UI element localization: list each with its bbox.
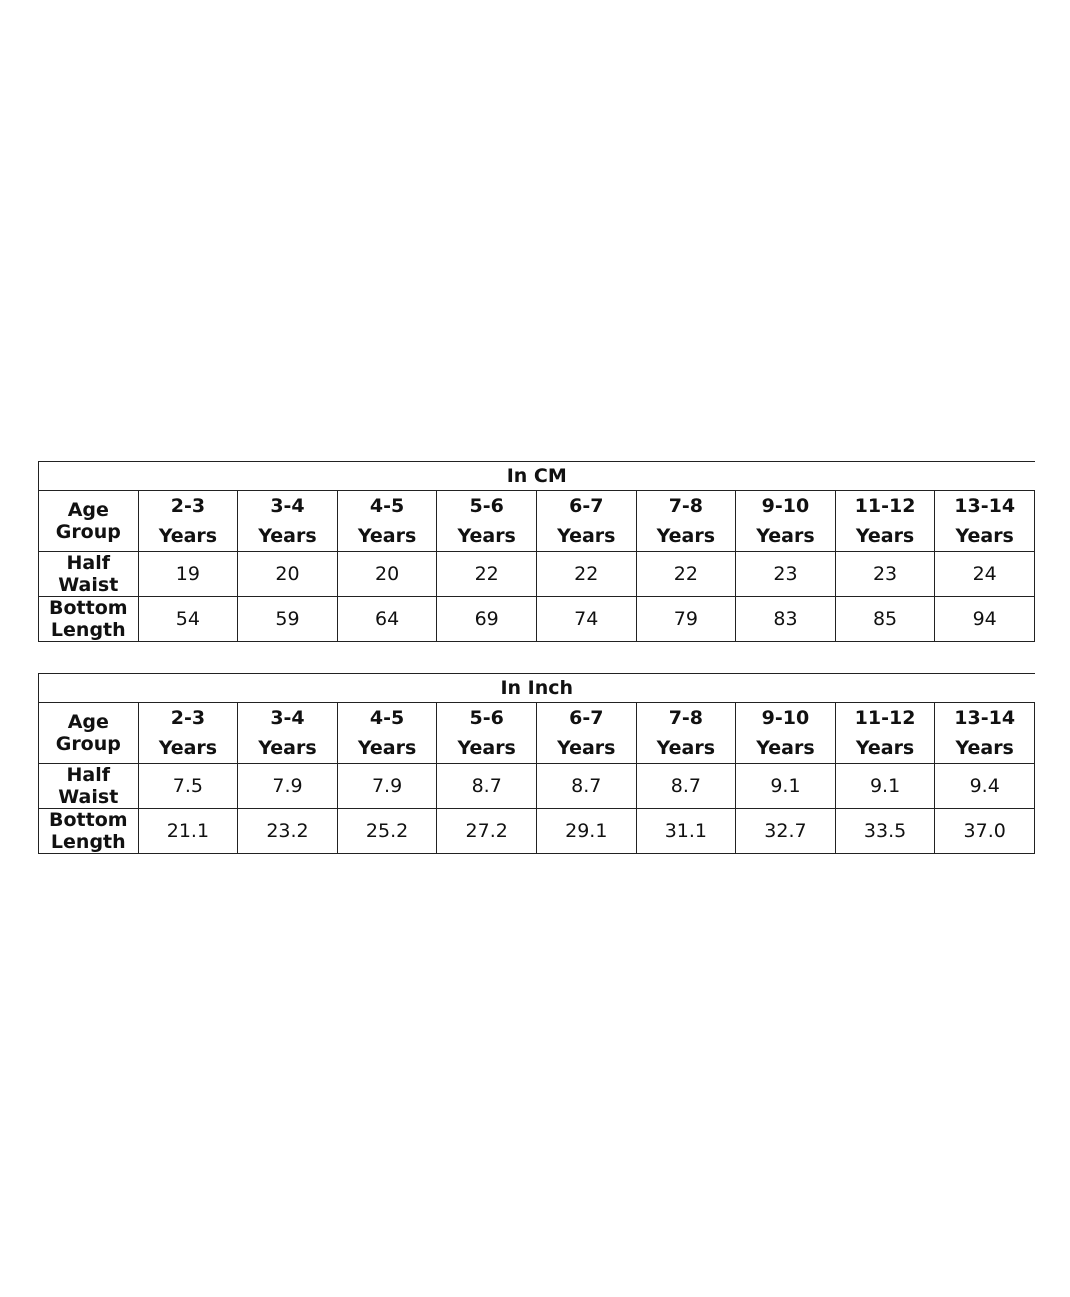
age-unit: Years	[158, 525, 218, 547]
value-cell: 21.1	[138, 809, 238, 854]
row-label: Half Waist	[39, 552, 139, 597]
value-cell: 9.1	[835, 764, 935, 809]
value-cell: 22	[536, 552, 636, 597]
value-cell: 83	[736, 597, 836, 642]
age-unit: Years	[855, 737, 915, 759]
age-header-row	[39, 703, 1035, 764]
age-range: 5-6	[469, 707, 504, 729]
age-range: 7-8	[668, 495, 704, 517]
age-unit: Years	[557, 737, 616, 759]
age-range: 2-3	[170, 707, 206, 729]
age-col-header	[138, 491, 238, 552]
age-unit: Years	[756, 737, 815, 759]
value-cell: 20	[337, 552, 437, 597]
age-range: 5-6	[469, 495, 504, 517]
age-col-header	[536, 491, 636, 552]
age-range: 6-7	[569, 495, 604, 517]
table-title-row	[39, 674, 1035, 703]
value-cell: 19	[138, 552, 238, 597]
age-range: 4-5	[369, 707, 405, 729]
table-title: In Inch	[39, 674, 1035, 703]
row-label: Half Waist	[39, 764, 139, 809]
value-cell: 85	[835, 597, 935, 642]
size-table-inch	[38, 673, 1035, 854]
age-col-header	[636, 491, 736, 552]
table-title-row	[39, 462, 1035, 491]
value-cell: 79	[636, 597, 736, 642]
value-cell: 7.5	[138, 764, 238, 809]
age-range: 6-7	[569, 707, 604, 729]
age-col-header	[238, 703, 338, 764]
age-range: 3-4	[270, 495, 305, 517]
value-cell: 8.7	[636, 764, 736, 809]
value-cell: 32.7	[736, 809, 836, 854]
value-cell: 54	[138, 597, 238, 642]
age-unit: Years	[955, 525, 1014, 547]
age-range: 11-12	[854, 707, 916, 729]
age-range: 11-12	[854, 495, 916, 517]
value-cell: 69	[437, 597, 537, 642]
row-label: Bottom Length	[39, 809, 139, 854]
age-unit: Years	[756, 525, 815, 547]
row-label: Bottom Length	[39, 597, 139, 642]
age-col-header	[835, 491, 935, 552]
value-cell: 33.5	[835, 809, 935, 854]
age-unit: Years	[258, 525, 317, 547]
age-col-header	[835, 703, 935, 764]
age-col-header	[337, 491, 437, 552]
age-range: 4-5	[369, 495, 405, 517]
size-table-cm	[38, 461, 1035, 642]
value-cell: 31.1	[636, 809, 736, 854]
table-row-half-waist	[39, 764, 1035, 809]
age-range: 3-4	[270, 707, 305, 729]
age-unit: Years	[656, 737, 716, 759]
age-unit: Years	[457, 525, 516, 547]
age-unit: Years	[457, 737, 516, 759]
age-col-header	[437, 491, 537, 552]
value-cell: 64	[337, 597, 437, 642]
value-cell: 22	[437, 552, 537, 597]
age-unit: Years	[855, 525, 915, 547]
value-cell: 37.0	[935, 809, 1035, 854]
age-unit: Years	[955, 737, 1014, 759]
age-col-header	[138, 703, 238, 764]
age-unit: Years	[656, 525, 716, 547]
value-cell: 23.2	[238, 809, 338, 854]
age-range: 13-14	[954, 495, 1016, 517]
age-col-header	[238, 491, 338, 552]
age-unit: Years	[158, 737, 218, 759]
value-cell: 9.1	[736, 764, 836, 809]
age-unit: Years	[357, 525, 417, 547]
value-cell: 9.4	[935, 764, 1035, 809]
value-cell: 74	[536, 597, 636, 642]
age-range: 9-10	[761, 707, 810, 729]
age-col-header	[736, 703, 836, 764]
age-col-header	[636, 703, 736, 764]
value-cell: 24	[935, 552, 1035, 597]
value-cell: 23	[835, 552, 935, 597]
age-range: 13-14	[954, 707, 1016, 729]
age-range: 9-10	[761, 495, 810, 517]
table-title: In CM	[39, 462, 1035, 491]
value-cell: 8.7	[536, 764, 636, 809]
age-group-label: Age Group	[39, 491, 139, 552]
age-unit: Years	[357, 737, 417, 759]
age-col-header	[935, 703, 1035, 764]
age-col-header	[437, 703, 537, 764]
value-cell: 94	[935, 597, 1035, 642]
age-group-label: Age Group	[39, 703, 139, 764]
value-cell: 7.9	[238, 764, 338, 809]
value-cell: 22	[636, 552, 736, 597]
value-cell: 29.1	[536, 809, 636, 854]
age-col-header	[935, 491, 1035, 552]
age-col-header	[337, 703, 437, 764]
table-row-bottom-length	[39, 597, 1035, 642]
age-header-row	[39, 491, 1035, 552]
value-cell: 25.2	[337, 809, 437, 854]
age-range: 2-3	[170, 495, 206, 517]
value-cell: 8.7	[437, 764, 537, 809]
value-cell: 20	[238, 552, 338, 597]
age-col-header	[736, 491, 836, 552]
age-col-header	[536, 703, 636, 764]
value-cell: 27.2	[437, 809, 537, 854]
age-range: 7-8	[668, 707, 704, 729]
table-row-half-waist	[39, 552, 1035, 597]
table-row-bottom-length	[39, 809, 1035, 854]
age-unit: Years	[258, 737, 317, 759]
value-cell: 7.9	[337, 764, 437, 809]
value-cell: 59	[238, 597, 338, 642]
value-cell: 23	[736, 552, 836, 597]
age-unit: Years	[557, 525, 616, 547]
